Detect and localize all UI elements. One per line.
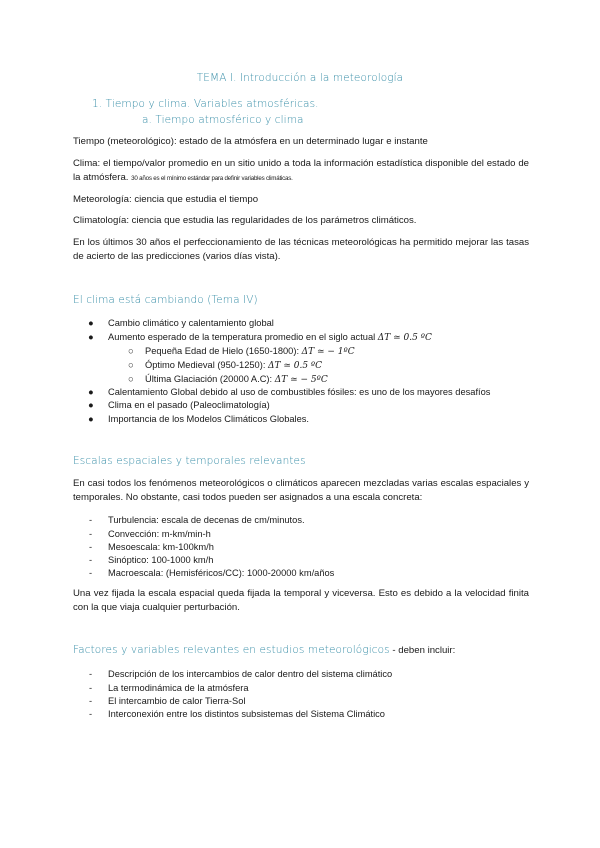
section-heading-factores-suffix: - deben incluir: — [389, 645, 456, 656]
toc-item-1: 1. Tiempo y clima. Variables atmosféricas. — [92, 98, 319, 110]
para-ultimos-30: En los últimos 30 años el perfeccionamiento de las técnicas meteorológicas ha permitido mejorar las tasas de acierto de las predicciones (varios días vista). — [73, 237, 529, 262]
section-heading-escalas: Escalas espaciales y temporales relevantes — [73, 455, 306, 467]
list-item: Clima en el pasado (Paleoclimatología) — [108, 400, 270, 410]
math-delta-t: ΔT ≃ 0.5 ºC — [377, 333, 432, 343]
dash-bullet-icon: - — [89, 529, 93, 539]
def-clima — [73, 157, 529, 186]
bullet-icon: ● — [88, 318, 94, 328]
list-item: Sinóptico: 100-1000 km/h — [108, 555, 214, 565]
list-item: Cambio climático y calentamiento global — [108, 318, 274, 328]
list-item: Interconexión entre los distintos subsistemas del Sistema Climático — [108, 709, 385, 719]
list-item — [108, 330, 432, 345]
math-delta-t: ΔT ≃ − 5ºC — [274, 375, 328, 385]
sub-list-item-text: Pequeña Edad de Hielo (1650-1800): — [145, 346, 302, 356]
circle-bullet-icon: ○ — [128, 360, 134, 370]
list-item: Macroescala: (Hemisféricos/CC): 1000-20000 km/años — [108, 568, 335, 578]
dash-bullet-icon: - — [89, 515, 93, 525]
dash-bullet-icon: - — [89, 568, 93, 578]
circle-bullet-icon: ○ — [128, 346, 134, 356]
dash-bullet-icon: - — [89, 669, 93, 679]
list-item: El intercambio de calor Tierra-Sol — [108, 696, 246, 706]
sub-list-item-text: Óptimo Medieval (950-1250): — [145, 360, 268, 370]
math-delta-t: ΔT ≃ 0.5 ºC — [267, 361, 323, 371]
section-heading-factores — [73, 644, 455, 656]
def-climatologia: Climatología: ciencia que estudia las regularidades de los parámetros climáticos. — [73, 215, 417, 226]
def-clima-note: 30 años es el mínimo estándar para definir variables climáticas. — [131, 175, 293, 182]
bullet-icon: ● — [88, 400, 94, 410]
dash-bullet-icon: - — [89, 709, 93, 719]
sub-list-item — [145, 358, 322, 373]
math-delta-t: ΔT ≃ − 1ºC — [301, 347, 355, 357]
escalas-intro: En casi todos los fenómenos meteorológicos o climáticos aparecen mezcladas varias escalas espaciales y temporales. No obstante, casi todos pueden ser asignados a una escala concreta: — [73, 478, 529, 503]
list-item: Importancia de los Modelos Climáticos Globales. — [108, 414, 310, 424]
list-item: Descripción de los intercambios de calor dentro del sistema climático — [108, 669, 393, 679]
bullet-icon: ● — [88, 332, 94, 342]
list-item: Calentamiento Global debido al uso de combustibles fósiles: es uno de los mayores desafíos — [108, 387, 491, 397]
def-clima-main: Clima: el tiempo/valor promedio en un sitio unido a toda la información estadística disponible del estado de la atmósfera. — [73, 158, 529, 183]
dash-bullet-icon: - — [89, 683, 93, 693]
dash-bullet-icon: - — [89, 696, 93, 706]
list-item: Mesoescala: km-100km/h — [108, 542, 214, 552]
page-title: TEMA I. Introducción a la meteorología — [196, 72, 404, 84]
sub-list-item — [145, 344, 355, 359]
def-meteorologia: Meteorología: ciencia que estudia el tiempo — [73, 194, 259, 205]
section-heading-clima: El clima está cambiando (Tema IV) — [73, 294, 258, 306]
list-item: Convección: m-km/min-h — [108, 529, 211, 539]
bullet-icon: ● — [88, 414, 94, 424]
bullet-icon: ● — [88, 387, 94, 397]
section-heading-factores-title: Factores y variables relevantes en estudios meteorológicos — [73, 644, 390, 656]
dash-bullet-icon: - — [89, 542, 93, 552]
escalas-outro: Una vez fijada la escala espacial queda fijada la temporal y viceversa. Esto es debido a la velocidad finita con la que viaja cualquier perturbación. — [73, 588, 529, 613]
dash-bullet-icon: - — [89, 555, 93, 565]
list-item-text: Aumento esperado de la temperatura promedio en el siglo actual — [108, 332, 378, 342]
def-tiempo: Tiempo (meteorológico): estado de la atmósfera en un determinado lugar e instante — [73, 136, 428, 147]
list-item: La termodinámica de la atmósfera — [108, 683, 249, 693]
sub-list-item-text: Última Glaciación (20000 A.C): — [145, 374, 275, 384]
toc-item-1a: a. Tiempo atmosférico y clima — [142, 114, 304, 126]
list-item: Turbulencia: escala de decenas de cm/minutos. — [108, 515, 305, 525]
circle-bullet-icon: ○ — [128, 374, 134, 384]
